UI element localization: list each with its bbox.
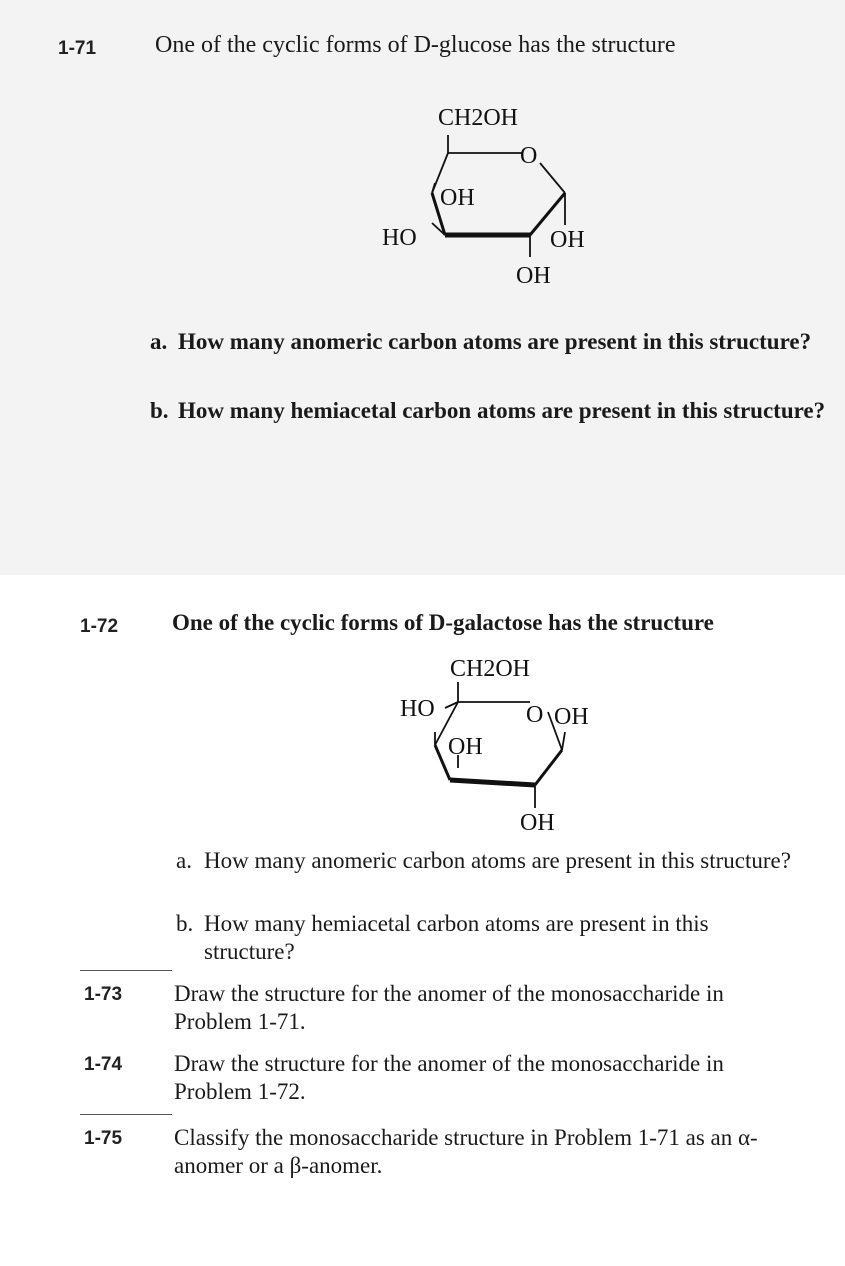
oh-label: OH (550, 227, 585, 253)
problem-number: 1-75 (84, 1128, 123, 1149)
divider-rule (80, 970, 172, 971)
question-text: How many hemiacetal carbon atoms are present in this structure? (204, 911, 709, 964)
question-label: a. (176, 848, 192, 873)
question-text: How many hemiacetal carbon atoms are present in this structure? (178, 398, 826, 423)
glucose-structure (370, 95, 610, 295)
divider-rule (80, 1114, 172, 1115)
ch2oh-label: CH2OH (450, 656, 531, 682)
galactose-structure (390, 650, 630, 840)
problem-number: 1-71 (58, 38, 97, 59)
ring-oxygen-label: O (526, 702, 544, 728)
oh-label: OH (448, 734, 483, 760)
problem-text: Draw the structure for the anomer of the monosaccharide in Problem 1-71. (174, 981, 724, 1034)
question-text: How many anomeric carbon atoms are present in this structure? (204, 848, 791, 873)
ring-oxygen-label: O (520, 143, 538, 169)
problem-text: Draw the structure for the anomer of the monosaccharide in Problem 1-72. (174, 1051, 724, 1104)
oh-label: OH (554, 704, 589, 730)
question-label: b. (176, 911, 194, 936)
problem-number: 1-74 (84, 1054, 123, 1075)
ch2oh-label: CH2OH (438, 105, 519, 131)
question-label: a. (150, 329, 168, 354)
ho-label: HO (400, 696, 435, 722)
problem-text: Classify the monosaccharide structure in Problem 1-71 as an α-anomer or a β-anomer. (174, 1125, 758, 1178)
problem-stem: One of the cyclic forms of D-glucose has the structure (155, 32, 676, 58)
problem-number: 1-73 (84, 984, 123, 1005)
question-label: b. (150, 398, 169, 423)
oh-label: OH (520, 810, 555, 836)
oh-label: OH (516, 263, 551, 289)
problem-stem: One of the cyclic forms of D-galactose has the structure (172, 610, 714, 635)
oh-label: OH (440, 185, 475, 211)
problem-number: 1-72 (80, 616, 119, 637)
question-text: How many anomeric carbon atoms are present in this structure? (178, 329, 812, 354)
ho-label: HO (382, 225, 417, 251)
